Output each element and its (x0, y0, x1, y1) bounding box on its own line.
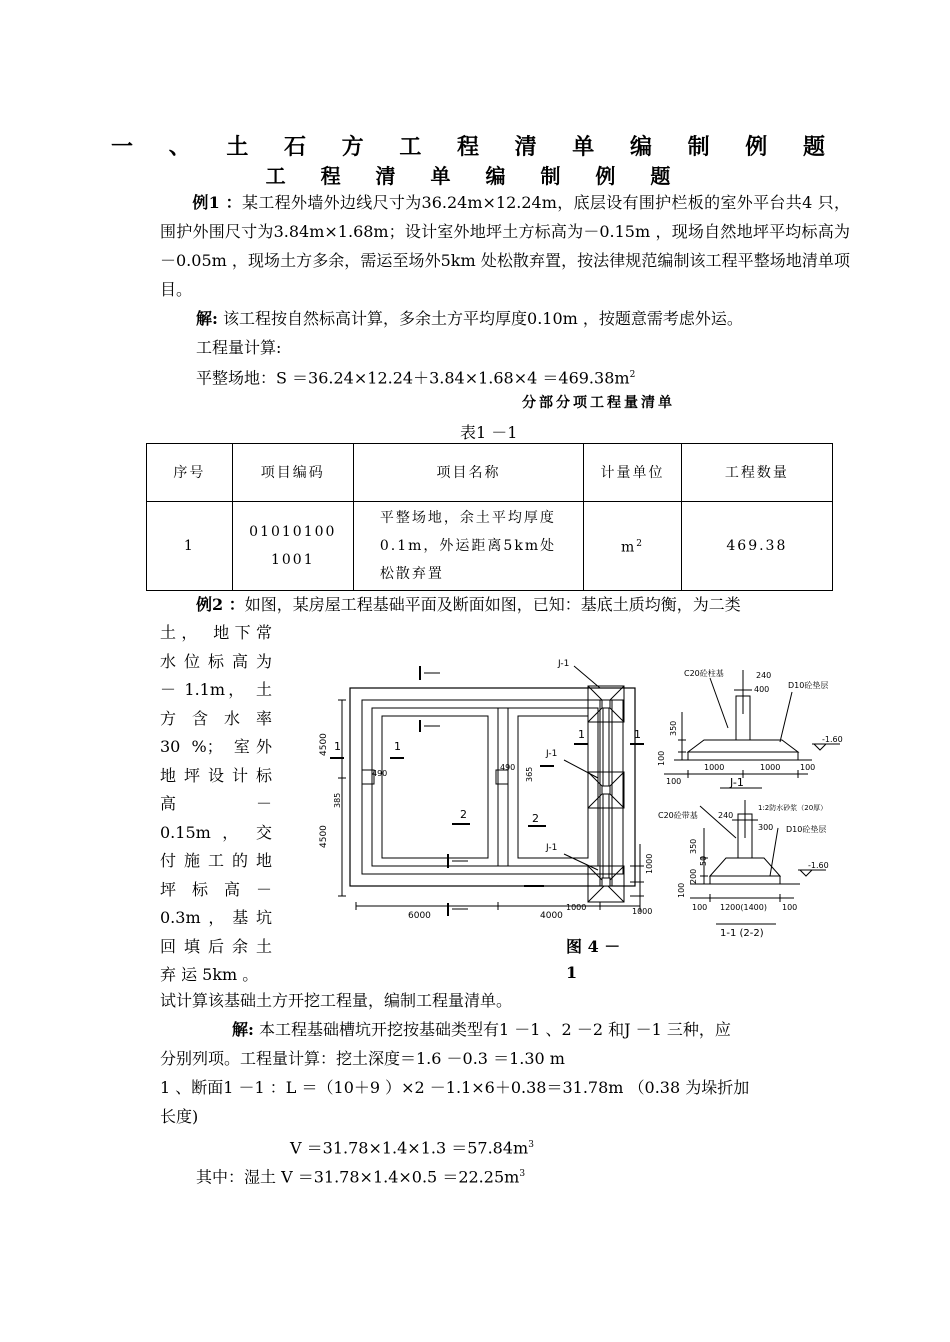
volume-formula-text: V ＝31.78×1.4×1.3 ＝57.84m (290, 1138, 529, 1158)
unit-sup: 2 (636, 539, 644, 550)
example2-side-text (160, 619, 272, 990)
j1-dim-240: 240 (756, 671, 772, 680)
quantity-table (146, 443, 833, 591)
plan-sec-2-left: 2 (460, 808, 467, 821)
j1-level: -1.60 (822, 735, 843, 744)
plan-dim-4500-top: 4500 (319, 733, 329, 756)
figure-caption-line1: 图 4 － (566, 937, 621, 956)
plan-dim-4000: 4000 (540, 911, 563, 921)
side-line: 地坪设计标 (160, 765, 272, 785)
side-line: 付施工的地 (160, 851, 272, 870)
j1-dim-1000-right: 1000 (760, 763, 781, 772)
example1-text: 某工程外墙外边线尺寸为36.24m×12.24m，底层设有围护栏板的室外平台共4 只，围护外围尺寸为3.84m×1.68m；设计室外地坪土方标高为－0.15m ，现场自然地坪平均标高为－0.05m ，现场土方多余，需运至场外5km 处松散弃置，按法律规范编制该工程平整场地清单项目。 (160, 193, 850, 299)
j1-dim-1000-left: 1000 (704, 763, 725, 772)
j1-dim-100-right: 100 (800, 763, 816, 772)
page-title: 一 、 土 石 方 工 程 清 单 编 制 例 题 (111, 134, 839, 160)
example1-calc-label: 工程量计算: (196, 338, 282, 357)
header-name: 项目名称 (353, 444, 583, 502)
figure-caption-line2: 1 (566, 963, 578, 982)
strip-dim-350: 350 (689, 838, 698, 854)
volume-formula-sup: 3 (528, 1140, 534, 1150)
foundation-drawing (300, 648, 850, 938)
cell-unit (584, 502, 682, 591)
header-unit: 计量单位 (584, 444, 682, 502)
plan-dim-490-right: 490 (500, 763, 516, 772)
side-line: 方 含 水 率 (160, 708, 272, 728)
strip-dim-200: 200 (689, 868, 698, 884)
cell-name: 平整场地，余土平均厚度0.1m，外运距离5km处松散弃置 (353, 502, 583, 591)
plan-sec-1-right-b: 1 (634, 728, 641, 741)
j1-dim-350: 350 (669, 720, 678, 736)
volume-formula (290, 1131, 534, 1162)
plan-dim-365: 365 (525, 766, 534, 782)
strip-pad-label: D10砼垫层 (786, 825, 827, 834)
figure-caption (566, 934, 620, 986)
strip-width: 1200(1400) (720, 903, 767, 912)
side-line: － 1.1m， 土 (160, 680, 272, 699)
side-line: 水位标高为 (160, 651, 272, 671)
example1-calc-formula (196, 361, 635, 392)
plan-dim-1000-a: 1000 (566, 903, 587, 912)
table-row (147, 502, 833, 591)
example1-solution-text: 该工程按自然标高计算，多余土方平均厚度0.10m ，按题意需考虑外运。 (223, 309, 743, 328)
side-line: 弃 运 5km 。 (160, 965, 259, 984)
wet-formula-text: 其中：湿土 V ＝31.78×1.4×0.5 ＝22.25m (196, 1167, 520, 1187)
strip-dim-50: 50 (699, 855, 708, 866)
example2-after-figure: 试计算该基础土方开挖工程量，编制工程量清单。 (160, 991, 513, 1010)
side-line: 坪 标 高 － (160, 879, 272, 899)
example1-solution (196, 304, 743, 333)
example2-solution-line1 (232, 1015, 731, 1044)
side-line: 土， 地下常 (160, 623, 272, 642)
strip-label: C20砼带基 (658, 811, 698, 820)
cell-qty: 469.38 (681, 502, 832, 591)
example2-line1-text: 如图，某房屋工程基础平面及断面如图，已知：基底土质均衡，为二类 (244, 595, 741, 614)
side-line: 回填后余土 (160, 936, 272, 956)
table-header-row (147, 444, 833, 502)
example1-label: 例1 ： (192, 193, 242, 212)
header-qty: 工程数量 (681, 444, 832, 502)
example1-solution-label: 解: (196, 309, 218, 328)
j1-dim-100-v: 100 (657, 750, 666, 766)
plan-sec-2-right: 2 (532, 812, 539, 825)
example2-solution-label: 解: (232, 1020, 254, 1039)
example1-paragraph (160, 188, 850, 304)
calc-formula-sup: 2 (629, 370, 636, 380)
side-line: 0.3m，基坑 (160, 908, 272, 927)
section-line1: 1 、断面1 －1 ：L ＝（10＋9 ）×2 －1.1×6＋0.38＝31.78m （0.38 为垛折加 (160, 1078, 750, 1097)
header-code: 项目编码 (232, 444, 353, 502)
plan-dim-4500-bottom: 4500 (319, 825, 329, 848)
plan-dim-385: 385 (333, 792, 342, 808)
example2-solution-line2: 分别列项。工程量计算：挖土深度＝1.6 －0.3 ＝1.30 m (160, 1049, 565, 1068)
plan-dim-1000-b: 1000 (632, 907, 653, 916)
example2-label: 例2 ： (196, 595, 245, 614)
plan-dim-490-left: 490 (372, 769, 388, 778)
strip-name: 1-1 (2-2) (720, 928, 764, 938)
strip-dim-300: 300 (758, 823, 774, 832)
strip-mortar-label: 1:2防水砂浆（20厚） (758, 804, 828, 812)
calc-formula-text: 平整场地：S ＝36.24×12.24＋3.84×1.68×4 ＝469.38m (196, 368, 630, 388)
j1-column-label: C20砼柱基 (684, 669, 724, 678)
strip-dim-100-right: 100 (782, 903, 798, 912)
plan-label-j1-bot: J-1 (546, 843, 558, 853)
table-caption: 分部分项工程量清单 (522, 395, 675, 411)
example2-line1 (196, 590, 741, 619)
cell-seq: 1 (147, 502, 233, 591)
unit-text: m (620, 539, 637, 556)
plan-dim-6000: 6000 (408, 911, 431, 921)
strip-level: -1.60 (808, 861, 829, 870)
strip-dim-100-v: 100 (677, 882, 686, 898)
table-number: 表1 －1 (460, 423, 518, 442)
page-subtitle: 工 程 清 单 编 制 例 题 (265, 164, 685, 188)
example2-solution-line1-text: 本工程基础槽坑开挖按基础类型有1 －1 、2 －2 和J －1 三种，应 (259, 1020, 731, 1039)
wet-formula (196, 1160, 525, 1191)
strip-dim-100-left: 100 (692, 903, 708, 912)
j1-pad-label: D10砼垫层 (788, 681, 829, 690)
plan-label-j1-top: J-1 (558, 659, 570, 669)
side-line: 0.15m ， 交 (160, 822, 272, 842)
strip-dim-240: 240 (718, 811, 734, 820)
section-line2: 长度) (160, 1107, 199, 1126)
plan-dim-1000-c: 1000 (645, 853, 654, 874)
wet-formula-sup: 3 (519, 1169, 526, 1179)
plan-sec-1-right-a: 1 (578, 728, 585, 741)
j1-dim-400: 400 (754, 685, 770, 694)
plan-label-j1-mid: J-1 (546, 749, 558, 759)
j1-dim-100-left: 100 (666, 777, 682, 786)
header-seq: 序号 (147, 444, 233, 502)
side-line: 高 － (160, 794, 272, 813)
cell-code: 010101001001 (232, 502, 353, 591)
plan-sec-1-left: 1 (334, 740, 341, 753)
side-line: 30 %； 室外 (160, 737, 272, 756)
foundation-plan (330, 666, 644, 916)
j1-name: J-1 (730, 776, 744, 789)
plan-sec-1-inner: 1 (394, 740, 401, 753)
